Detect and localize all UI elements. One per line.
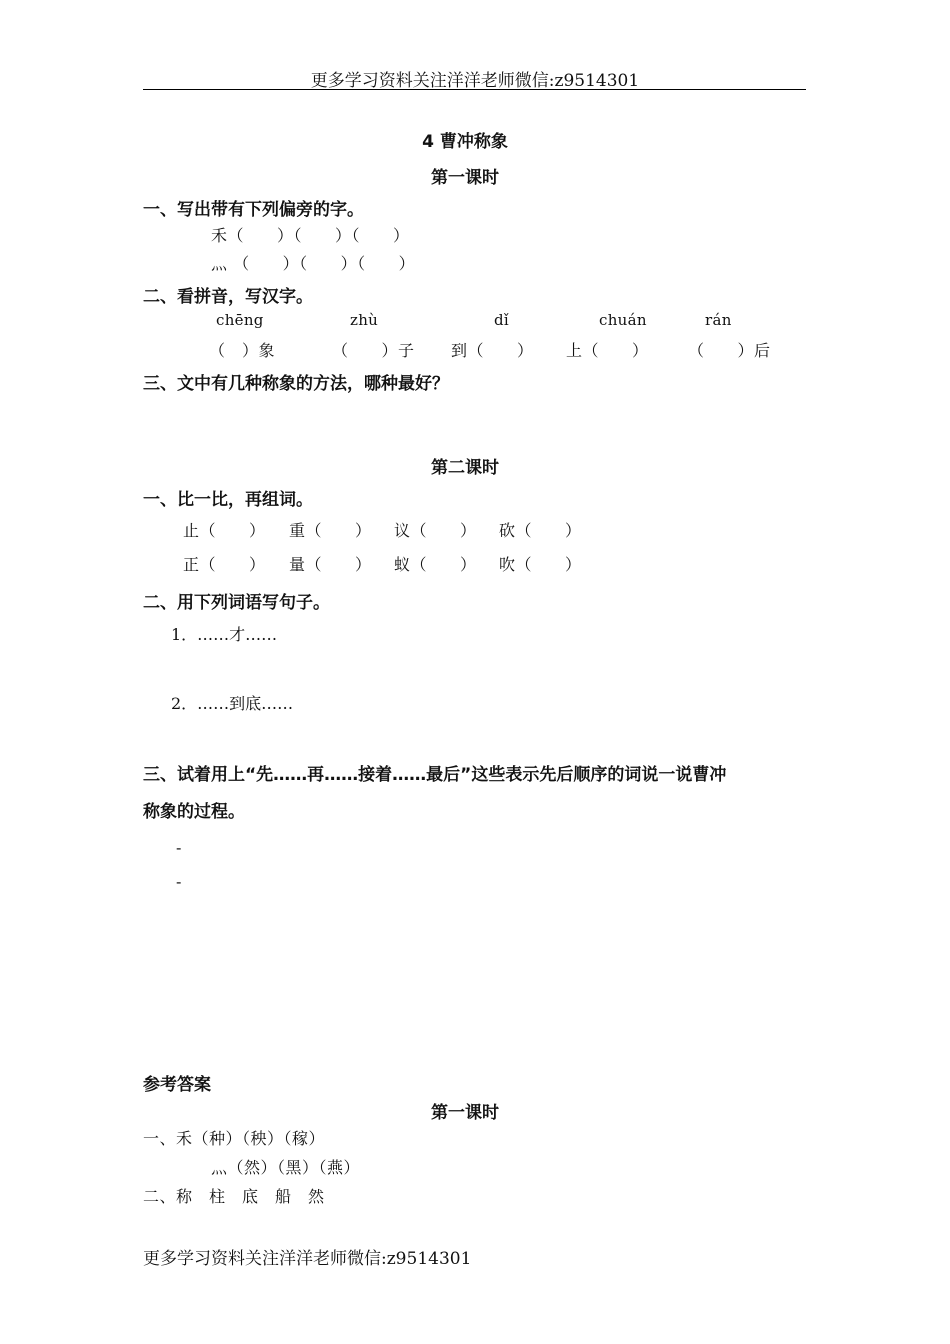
part1-heading: 第一课时: [431, 168, 499, 188]
pinyin-5: rán: [705, 311, 732, 329]
header-divider: [143, 89, 806, 90]
sentence-item-2: 2．……到底……: [171, 694, 294, 713]
compare-2-4: 吹（ ）: [499, 555, 582, 574]
compare-2-2: 量（ ）: [289, 555, 372, 574]
compare-1-3: 议（ ）: [394, 521, 477, 540]
answer-line-1: 一、禾（种）（秧）（稼）: [143, 1129, 326, 1148]
page-header: 更多学习资料关注洋洋老师微信:z9514301: [310, 71, 640, 91]
part2-q3-title-line2: 称象的过程。: [143, 802, 245, 822]
lesson-title: 4 曹冲称象: [422, 132, 508, 152]
pinyin-2: zhù: [350, 311, 379, 329]
part2-q2-title: 二、用下列词语写句子。: [143, 593, 330, 613]
part1-q1-title: 一、写出带有下列偏旁的字。: [143, 200, 364, 220]
part2-heading: 第二课时: [431, 458, 499, 478]
part1-q1-row1: 禾（ ）（ ）（ ）: [211, 226, 410, 245]
hanzi-blank-2: （ ）子: [332, 341, 415, 360]
compare-1-4: 砍（ ）: [499, 521, 582, 540]
answer-dash-1: -: [176, 838, 182, 857]
compare-1-1: 止（ ）: [183, 521, 266, 540]
answers-label: 参考答案: [143, 1075, 211, 1095]
page-footer: 更多学习资料关注洋洋老师微信:z9514301: [143, 1249, 472, 1269]
part1-q1-row2: 灬 （ ）（ ）（ ）: [211, 254, 416, 273]
hanzi-blank-3: 到（ ）: [451, 341, 534, 360]
part1-q3-title: 三、文中有几种称象的方法，哪种最好？: [143, 374, 449, 394]
answer-dash-2: -: [176, 872, 182, 891]
pinyin-3: dǐ: [494, 311, 509, 329]
hanzi-blank-4: 上（ ）: [566, 341, 649, 360]
part2-q1-title: 一、比一比，再组词。: [143, 490, 313, 510]
answers-heading: 第一课时: [431, 1103, 499, 1123]
answer-line-2: 灬（然）（黑）（燕）: [211, 1158, 361, 1177]
compare-2-3: 蚁（ ）: [394, 555, 477, 574]
part2-q3-title-line1: 三、试着用上“先……再……接着……最后”这些表示先后顺序的词说一说曹冲: [143, 765, 727, 785]
compare-1-2: 重（ ）: [289, 521, 372, 540]
part1-q2-title: 二、看拼音，写汉字。: [143, 287, 313, 307]
answer-line-3: 二、称 柱 底 船 然: [143, 1187, 325, 1206]
pinyin-1: chēng: [216, 311, 264, 329]
sentence-item-1: 1．……才……: [171, 625, 278, 644]
hanzi-blank-1: （ ）象: [209, 341, 276, 360]
hanzi-blank-5: （ ）后: [688, 341, 771, 360]
compare-2-1: 正（ ）: [183, 555, 266, 574]
pinyin-4: chuán: [599, 311, 647, 329]
